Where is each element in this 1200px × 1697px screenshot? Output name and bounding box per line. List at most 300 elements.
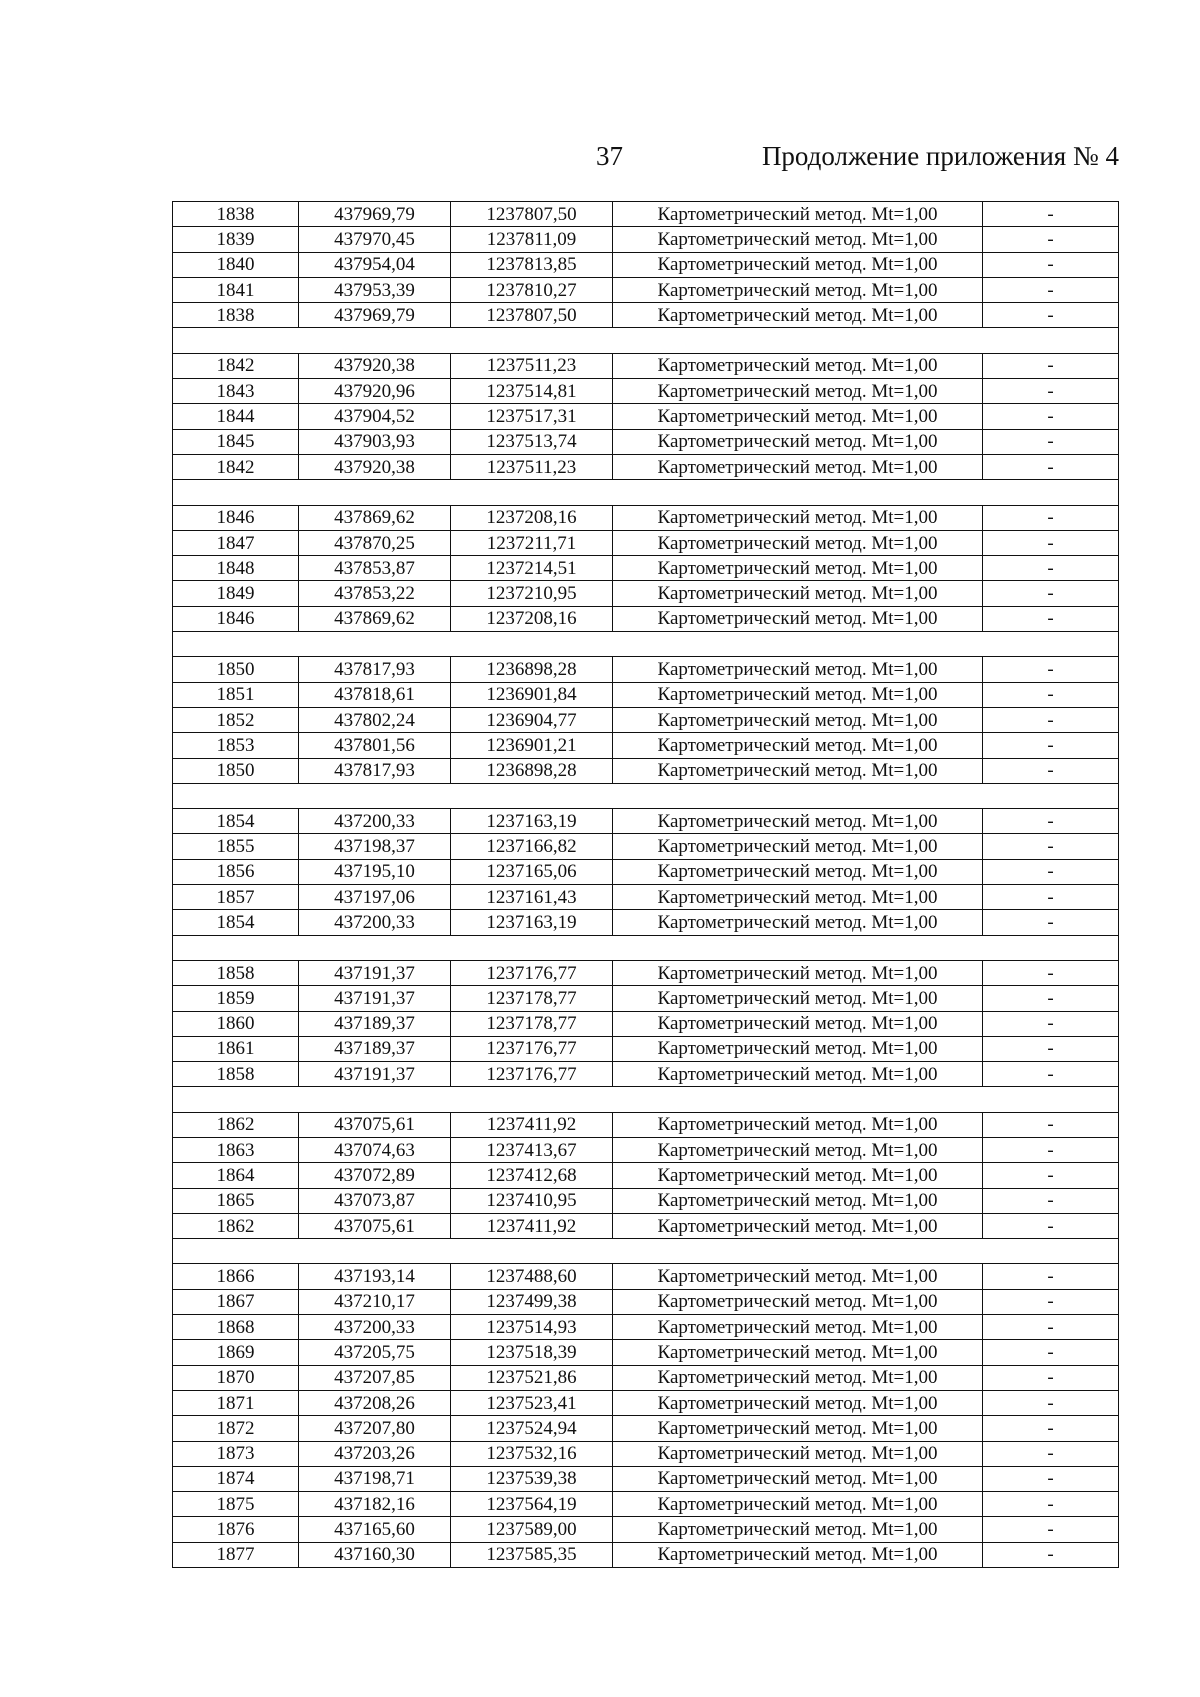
note-cell: - [983,556,1119,581]
method-cell: Картометрический метод. Mt=1,00 [613,353,983,378]
x-coordinate-cell: 437191,37 [299,1062,451,1087]
table-row [173,986,1119,1011]
x-coordinate-cell: 437920,38 [299,353,451,378]
method-cell: Картометрический метод. Mt=1,00 [613,809,983,834]
method-cell: Картометрический метод. Mt=1,00 [613,429,983,454]
x-coordinate-cell: 437203,26 [299,1441,451,1466]
note-cell: - [983,379,1119,404]
note-cell: - [983,1213,1119,1238]
x-coordinate-cell: 437920,96 [299,379,451,404]
table-row [173,1542,1119,1567]
table-row [173,1466,1119,1491]
point-number-cell: 1848 [173,556,299,581]
page-header [0,138,1200,174]
point-number-cell: 1839 [173,227,299,252]
x-coordinate-cell: 437801,56 [299,733,451,758]
table-row [173,556,1119,581]
table-row [173,1416,1119,1441]
note-cell: - [983,885,1119,910]
y-coordinate-cell: 1237163,19 [451,809,613,834]
table-row [173,859,1119,884]
table-row [173,429,1119,454]
method-cell: Картометрический метод. Mt=1,00 [613,859,983,884]
note-cell: - [983,353,1119,378]
method-cell: Картометрический метод. Mt=1,00 [613,404,983,429]
method-cell: Картометрический метод. Mt=1,00 [613,657,983,682]
method-cell: Картометрический метод. Mt=1,00 [613,1011,983,1036]
method-cell: Картометрический метод. Mt=1,00 [613,303,983,328]
table-row [173,1112,1119,1137]
coordinates-table [172,201,1119,1568]
separator-cell [173,480,1119,505]
note-cell: - [983,1542,1119,1567]
table-row [173,1213,1119,1238]
x-coordinate-cell: 437208,26 [299,1390,451,1415]
x-coordinate-cell: 437954,04 [299,252,451,277]
note-cell: - [983,960,1119,985]
table-row [173,353,1119,378]
point-number-cell: 1852 [173,707,299,732]
group-separator-row [173,1087,1119,1112]
point-number-cell: 1846 [173,505,299,530]
table-row [173,707,1119,732]
y-coordinate-cell: 1237176,77 [451,1036,613,1061]
y-coordinate-cell: 1237176,77 [451,960,613,985]
point-number-cell: 1843 [173,379,299,404]
point-number-cell: 1851 [173,682,299,707]
x-coordinate-cell: 437195,10 [299,859,451,884]
separator-cell [173,1087,1119,1112]
separator-cell [173,935,1119,960]
x-coordinate-cell: 437818,61 [299,682,451,707]
point-number-cell: 1842 [173,353,299,378]
x-coordinate-cell: 437197,06 [299,885,451,910]
note-cell: - [983,1011,1119,1036]
x-coordinate-cell: 437198,71 [299,1466,451,1491]
note-cell: - [983,429,1119,454]
y-coordinate-cell: 1237413,67 [451,1137,613,1162]
y-coordinate-cell: 1237411,92 [451,1213,613,1238]
point-number-cell: 1849 [173,581,299,606]
table-row [173,809,1119,834]
point-number-cell: 1874 [173,1466,299,1491]
y-coordinate-cell: 1236904,77 [451,707,613,732]
x-coordinate-cell: 437189,37 [299,1011,451,1036]
y-coordinate-cell: 1237411,92 [451,1112,613,1137]
note-cell: - [983,1137,1119,1162]
x-coordinate-cell: 437191,37 [299,960,451,985]
point-number-cell: 1845 [173,429,299,454]
point-number-cell: 1838 [173,303,299,328]
x-coordinate-cell: 437193,14 [299,1264,451,1289]
point-number-cell: 1864 [173,1163,299,1188]
y-coordinate-cell: 1237412,68 [451,1163,613,1188]
x-coordinate-cell: 437207,80 [299,1416,451,1441]
note-cell: - [983,1466,1119,1491]
note-cell: - [983,1036,1119,1061]
note-cell: - [983,581,1119,606]
point-number-cell: 1858 [173,960,299,985]
point-number-cell: 1842 [173,454,299,479]
x-coordinate-cell: 437182,16 [299,1492,451,1517]
note-cell: - [983,1264,1119,1289]
y-coordinate-cell: 1237511,23 [451,353,613,378]
note-cell: - [983,733,1119,758]
x-coordinate-cell: 437072,89 [299,1163,451,1188]
note-cell: - [983,1188,1119,1213]
point-number-cell: 1861 [173,1036,299,1061]
point-number-cell: 1858 [173,1062,299,1087]
point-number-cell: 1866 [173,1264,299,1289]
x-coordinate-cell: 437969,79 [299,303,451,328]
x-coordinate-cell: 437870,25 [299,530,451,555]
table-row [173,530,1119,555]
method-cell: Картометрический метод. Mt=1,00 [613,910,983,935]
note-cell: - [983,454,1119,479]
method-cell: Картометрический метод. Mt=1,00 [613,707,983,732]
y-coordinate-cell: 1237488,60 [451,1264,613,1289]
y-coordinate-cell: 1237564,19 [451,1492,613,1517]
method-cell: Картометрический метод. Mt=1,00 [613,505,983,530]
note-cell: - [983,1062,1119,1087]
note-cell: - [983,277,1119,302]
point-number-cell: 1863 [173,1137,299,1162]
y-coordinate-cell: 1236901,21 [451,733,613,758]
table-row [173,885,1119,910]
table-row [173,733,1119,758]
method-cell: Картометрический метод. Mt=1,00 [613,960,983,985]
y-coordinate-cell: 1237208,16 [451,505,613,530]
method-cell: Картометрический метод. Mt=1,00 [613,885,983,910]
note-cell: - [983,1340,1119,1365]
point-number-cell: 1850 [173,758,299,783]
table-row [173,1188,1119,1213]
y-coordinate-cell: 1237410,95 [451,1188,613,1213]
separator-cell [173,1239,1119,1264]
x-coordinate-cell: 437903,93 [299,429,451,454]
y-coordinate-cell: 1237210,95 [451,581,613,606]
separator-cell [173,632,1119,657]
y-coordinate-cell: 1236898,28 [451,657,613,682]
point-number-cell: 1862 [173,1213,299,1238]
table-row [173,1365,1119,1390]
y-coordinate-cell: 1237176,77 [451,1062,613,1087]
y-coordinate-cell: 1237813,85 [451,252,613,277]
note-cell: - [983,606,1119,631]
method-cell: Картометрический метод. Mt=1,00 [613,1213,983,1238]
point-number-cell: 1854 [173,809,299,834]
method-cell: Картометрический метод. Mt=1,00 [613,1264,983,1289]
table-row [173,657,1119,682]
group-separator-row [173,1239,1119,1264]
point-number-cell: 1870 [173,1365,299,1390]
table-row [173,1492,1119,1517]
point-number-cell: 1847 [173,530,299,555]
table-row [173,1390,1119,1415]
method-cell: Картометрический метод. Mt=1,00 [613,202,983,227]
point-number-cell: 1855 [173,834,299,859]
method-cell: Картометрический метод. Mt=1,00 [613,1542,983,1567]
method-cell: Картометрический метод. Mt=1,00 [613,379,983,404]
point-number-cell: 1846 [173,606,299,631]
method-cell: Картометрический метод. Mt=1,00 [613,1112,983,1137]
note-cell: - [983,530,1119,555]
method-cell: Картометрический метод. Mt=1,00 [613,758,983,783]
y-coordinate-cell: 1237165,06 [451,859,613,884]
table-row [173,1011,1119,1036]
y-coordinate-cell: 1237585,35 [451,1542,613,1567]
x-coordinate-cell: 437160,30 [299,1542,451,1567]
y-coordinate-cell: 1237513,74 [451,429,613,454]
table-row [173,202,1119,227]
method-cell: Картометрический метод. Mt=1,00 [613,1036,983,1061]
x-coordinate-cell: 437205,75 [299,1340,451,1365]
x-coordinate-cell: 437198,37 [299,834,451,859]
point-number-cell: 1853 [173,733,299,758]
table-row [173,960,1119,985]
table-row [173,505,1119,530]
group-separator-row [173,480,1119,505]
method-cell: Картометрический метод. Mt=1,00 [613,1340,983,1365]
note-cell: - [983,1163,1119,1188]
note-cell: - [983,227,1119,252]
y-coordinate-cell: 1237214,51 [451,556,613,581]
method-cell: Картометрический метод. Mt=1,00 [613,1315,983,1340]
table-row [173,758,1119,783]
y-coordinate-cell: 1237518,39 [451,1340,613,1365]
note-cell: - [983,303,1119,328]
method-cell: Картометрический метод. Mt=1,00 [613,733,983,758]
x-coordinate-cell: 437074,63 [299,1137,451,1162]
method-cell: Картометрический метод. Mt=1,00 [613,1137,983,1162]
table-row [173,454,1119,479]
group-separator-row [173,935,1119,960]
y-coordinate-cell: 1237811,09 [451,227,613,252]
method-cell: Картометрический метод. Mt=1,00 [613,454,983,479]
x-coordinate-cell: 437075,61 [299,1213,451,1238]
method-cell: Картометрический метод. Mt=1,00 [613,606,983,631]
point-number-cell: 1865 [173,1188,299,1213]
group-separator-row [173,632,1119,657]
point-number-cell: 1857 [173,885,299,910]
note-cell: - [983,834,1119,859]
table-row [173,1062,1119,1087]
y-coordinate-cell: 1237807,50 [451,202,613,227]
x-coordinate-cell: 437869,62 [299,606,451,631]
point-number-cell: 1841 [173,277,299,302]
note-cell: - [983,1441,1119,1466]
separator-cell [173,328,1119,353]
x-coordinate-cell: 437920,38 [299,454,451,479]
point-number-cell: 1844 [173,404,299,429]
point-number-cell: 1854 [173,910,299,935]
point-number-cell: 1873 [173,1441,299,1466]
x-coordinate-cell: 437817,93 [299,758,451,783]
x-coordinate-cell: 437075,61 [299,1112,451,1137]
page-number: 37 [596,141,623,171]
point-number-cell: 1871 [173,1390,299,1415]
point-number-cell: 1872 [173,1416,299,1441]
table-row [173,1289,1119,1314]
method-cell: Картометрический метод. Mt=1,00 [613,1517,983,1542]
table-row [173,1036,1119,1061]
y-coordinate-cell: 1237514,93 [451,1315,613,1340]
y-coordinate-cell: 1237178,77 [451,1011,613,1036]
note-cell: - [983,809,1119,834]
table-row [173,1264,1119,1289]
page-title: Продолжение приложения № 4 [761,141,1119,171]
coordinates-table-container [172,201,1118,1568]
method-cell: Картометрический метод. Mt=1,00 [613,556,983,581]
y-coordinate-cell: 1237178,77 [451,986,613,1011]
point-number-cell: 1838 [173,202,299,227]
table-row [173,303,1119,328]
y-coordinate-cell: 1237539,38 [451,1466,613,1491]
point-number-cell: 1860 [173,1011,299,1036]
coordinates-table-body [173,202,1119,1568]
x-coordinate-cell: 437200,33 [299,910,451,935]
table-row [173,910,1119,935]
point-number-cell: 1875 [173,1492,299,1517]
x-coordinate-cell: 437853,87 [299,556,451,581]
x-coordinate-cell: 437802,24 [299,707,451,732]
y-coordinate-cell: 1237810,27 [451,277,613,302]
note-cell: - [983,859,1119,884]
note-cell: - [983,1112,1119,1137]
y-coordinate-cell: 1237517,31 [451,404,613,429]
note-cell: - [983,1289,1119,1314]
method-cell: Картометрический метод. Mt=1,00 [613,986,983,1011]
x-coordinate-cell: 437969,79 [299,202,451,227]
method-cell: Картометрический метод. Mt=1,00 [613,1163,983,1188]
y-coordinate-cell: 1237208,16 [451,606,613,631]
y-coordinate-cell: 1237166,82 [451,834,613,859]
note-cell: - [983,1365,1119,1390]
y-coordinate-cell: 1236898,28 [451,758,613,783]
note-cell: - [983,1492,1119,1517]
point-number-cell: 1856 [173,859,299,884]
table-row [173,1163,1119,1188]
y-coordinate-cell: 1237499,38 [451,1289,613,1314]
note-cell: - [983,758,1119,783]
table-row [173,834,1119,859]
method-cell: Картометрический метод. Mt=1,00 [613,227,983,252]
method-cell: Картометрический метод. Mt=1,00 [613,1441,983,1466]
method-cell: Картометрический метод. Mt=1,00 [613,682,983,707]
table-row [173,1517,1119,1542]
table-row [173,1340,1119,1365]
x-coordinate-cell: 437869,62 [299,505,451,530]
point-number-cell: 1877 [173,1542,299,1567]
point-number-cell: 1868 [173,1315,299,1340]
y-coordinate-cell: 1237514,81 [451,379,613,404]
y-coordinate-cell: 1237161,43 [451,885,613,910]
x-coordinate-cell: 437210,17 [299,1289,451,1314]
y-coordinate-cell: 1236901,84 [451,682,613,707]
y-coordinate-cell: 1237521,86 [451,1365,613,1390]
point-number-cell: 1862 [173,1112,299,1137]
x-coordinate-cell: 437970,45 [299,227,451,252]
note-cell: - [983,1390,1119,1415]
method-cell: Картометрический метод. Mt=1,00 [613,530,983,555]
note-cell: - [983,682,1119,707]
table-row [173,1315,1119,1340]
table-row [173,404,1119,429]
note-cell: - [983,707,1119,732]
x-coordinate-cell: 437191,37 [299,986,451,1011]
table-row [173,227,1119,252]
point-number-cell: 1867 [173,1289,299,1314]
y-coordinate-cell: 1237523,41 [451,1390,613,1415]
note-cell: - [983,252,1119,277]
note-cell: - [983,404,1119,429]
method-cell: Картометрический метод. Mt=1,00 [613,1492,983,1517]
x-coordinate-cell: 437200,33 [299,809,451,834]
x-coordinate-cell: 437953,39 [299,277,451,302]
note-cell: - [983,1517,1119,1542]
point-number-cell: 1850 [173,657,299,682]
method-cell: Картометрический метод. Mt=1,00 [613,1416,983,1441]
group-separator-row [173,328,1119,353]
table-row [173,682,1119,707]
y-coordinate-cell: 1237807,50 [451,303,613,328]
y-coordinate-cell: 1237589,00 [451,1517,613,1542]
y-coordinate-cell: 1237211,71 [451,530,613,555]
method-cell: Картометрический метод. Mt=1,00 [613,834,983,859]
method-cell: Картометрический метод. Mt=1,00 [613,252,983,277]
point-number-cell: 1876 [173,1517,299,1542]
note-cell: - [983,1416,1119,1441]
method-cell: Картометрический метод. Mt=1,00 [613,1188,983,1213]
table-row [173,252,1119,277]
table-row [173,606,1119,631]
table-row [173,379,1119,404]
x-coordinate-cell: 437207,85 [299,1365,451,1390]
method-cell: Картометрический метод. Mt=1,00 [613,277,983,302]
x-coordinate-cell: 437200,33 [299,1315,451,1340]
x-coordinate-cell: 437073,87 [299,1188,451,1213]
y-coordinate-cell: 1237532,16 [451,1441,613,1466]
x-coordinate-cell: 437189,37 [299,1036,451,1061]
separator-cell [173,783,1119,808]
table-row [173,1441,1119,1466]
x-coordinate-cell: 437165,60 [299,1517,451,1542]
note-cell: - [983,986,1119,1011]
note-cell: - [983,657,1119,682]
point-number-cell: 1859 [173,986,299,1011]
x-coordinate-cell: 437853,22 [299,581,451,606]
note-cell: - [983,202,1119,227]
point-number-cell: 1869 [173,1340,299,1365]
table-row [173,1137,1119,1162]
method-cell: Картометрический метод. Mt=1,00 [613,1365,983,1390]
table-row [173,277,1119,302]
y-coordinate-cell: 1237524,94 [451,1416,613,1441]
y-coordinate-cell: 1237163,19 [451,910,613,935]
method-cell: Картометрический метод. Mt=1,00 [613,1062,983,1087]
method-cell: Картометрический метод. Mt=1,00 [613,1390,983,1415]
point-number-cell: 1840 [173,252,299,277]
note-cell: - [983,910,1119,935]
method-cell: Картометрический метод. Mt=1,00 [613,1289,983,1314]
group-separator-row [173,783,1119,808]
note-cell: - [983,505,1119,530]
x-coordinate-cell: 437904,52 [299,404,451,429]
method-cell: Картометрический метод. Mt=1,00 [613,581,983,606]
method-cell: Картометрический метод. Mt=1,00 [613,1466,983,1491]
x-coordinate-cell: 437817,93 [299,657,451,682]
table-row [173,581,1119,606]
